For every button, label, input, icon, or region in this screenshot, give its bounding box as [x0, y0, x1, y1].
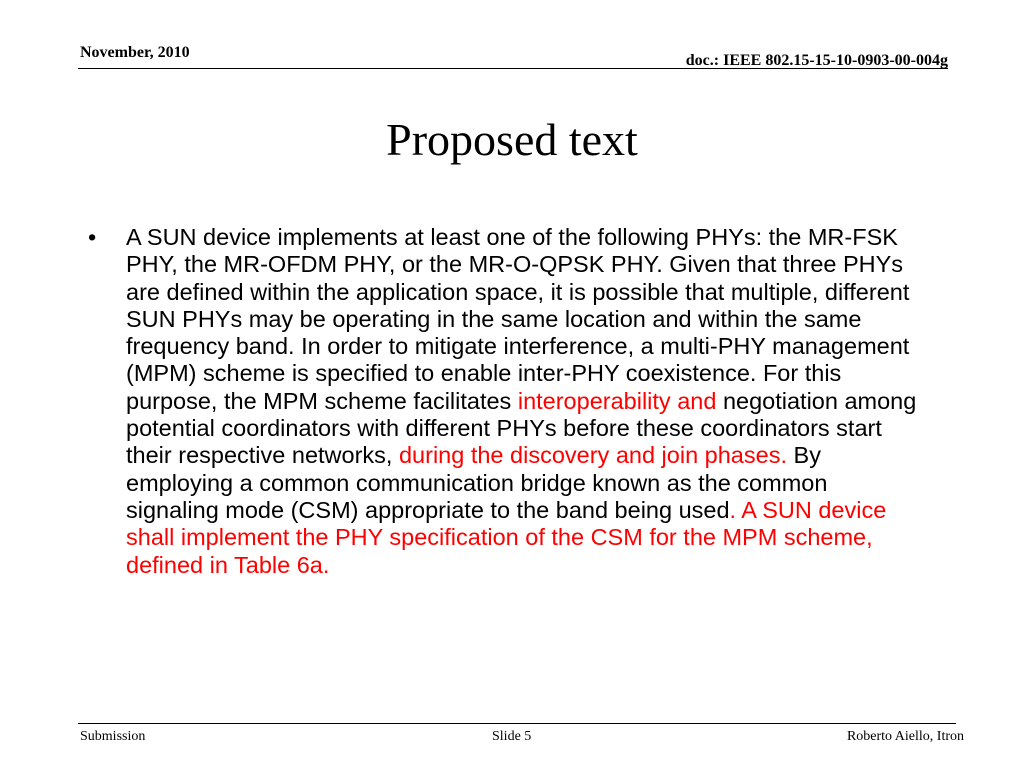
body-text-segment-3: By employing a common communication bridge known as the common signaling mode (CSM) appropriate to the band being used	[126, 442, 828, 523]
bullet-icon: •	[88, 224, 97, 250]
footer-submission: Submission	[80, 729, 146, 744]
inserted-text-discovery-join: during the discovery and join phases.	[398, 442, 787, 469]
body-text-segment-2: negotiation among potential coordinators with different PHYs before these coordinators start their respective networks,	[126, 387, 917, 469]
footer-author: Roberto Aiello, Itron	[846, 729, 964, 744]
bullet-item	[88, 224, 918, 579]
header-document-id: doc.: IEEE 802.15-15-10-0903-00-004g	[685, 52, 948, 69]
body-text-segment-1: A SUN device implements at least one of the following PHYs: the MR-FSK PHY, the MR-OFDM PHY, or the MR-O-QPSK PHY. Given that three PHYs are defined within the application space, it is possible that multiple, different SUN PHYs may be operating in the same location and within the same frequency band. In order to mitigate interference, a multi-PHY management (MPM) scheme is specified to enable inter-PHY coexistence. For this purpose, the MPM scheme facilitates	[126, 224, 910, 414]
inserted-text-interoperability: interoperability and	[517, 387, 723, 414]
footer-slide-number: Slide 5	[492, 729, 532, 744]
inserted-text-csm-requirement: . A SUN device shall implement the PHY specification of the CSM for the MPM scheme, defined in Table 6a.	[126, 496, 887, 578]
header-date: November, 2010	[80, 44, 190, 61]
header-divider	[78, 68, 948, 69]
slide-title: Proposed text	[386, 114, 638, 165]
slide-body	[88, 224, 918, 579]
footer-divider	[78, 723, 956, 724]
